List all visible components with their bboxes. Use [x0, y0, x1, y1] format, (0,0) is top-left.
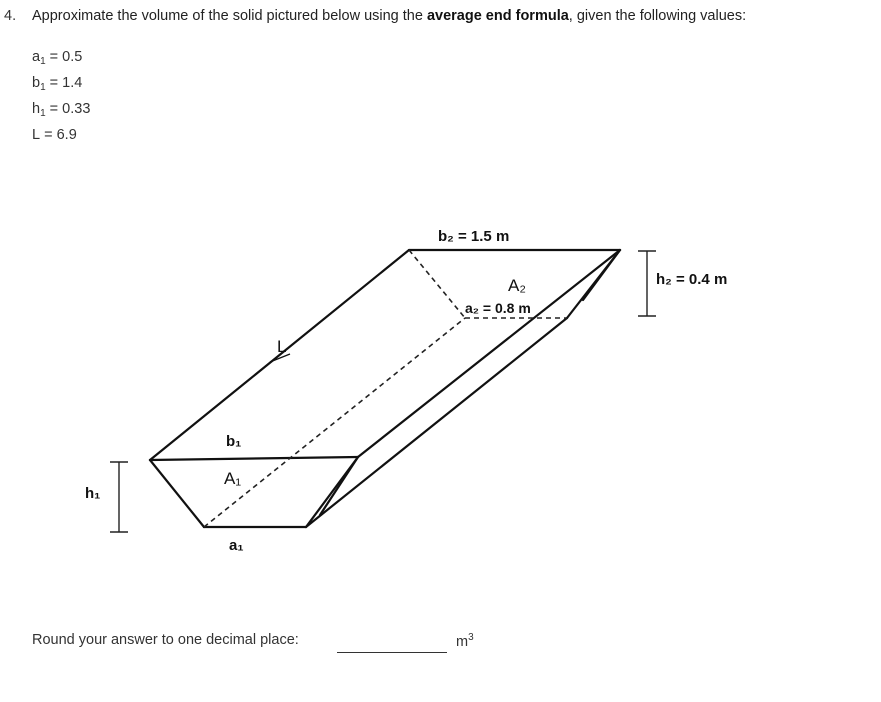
A1-label: A₁	[224, 469, 242, 488]
edge-top-right	[358, 250, 620, 457]
answer-prompt: Round your answer to one decimal place:	[32, 632, 299, 648]
given-a1: $a_1 = 0.5$	[32, 49, 83, 67]
A2-label: A₂	[508, 276, 526, 295]
b2-label: b₂ = 1.5 m	[438, 228, 510, 245]
question-number: 4.	[4, 8, 17, 24]
hidden-edge-diagonal	[204, 318, 465, 527]
h2-label: h₂ = 0.4 m	[656, 271, 728, 288]
hidden-edge-end2-left	[409, 250, 465, 318]
edge-end1-left	[150, 460, 204, 527]
h2-bracket	[638, 251, 656, 316]
given-h1: $h_1 = 0.33$	[32, 101, 91, 119]
given-values	[32, 44, 90, 148]
given-L: L = 6.9	[32, 127, 77, 143]
edge-b1	[150, 457, 358, 460]
answer-unit: $m^3$	[456, 632, 474, 650]
edge-bottom-right	[306, 318, 567, 527]
question-bold-term: average end formula	[426, 8, 569, 24]
question-text-start: Approximate the volume of the solid pictured below using the	[32, 8, 427, 24]
h1-bracket	[110, 462, 128, 532]
b1-label: b₁	[226, 433, 242, 450]
edge-end1-inner	[320, 457, 358, 515]
h1-label: h₁	[85, 485, 101, 502]
L-label: L	[277, 337, 287, 356]
solid-figure	[0, 200, 881, 560]
a1-label: a₁	[229, 537, 244, 554]
given-b1: $b_1 = 1.4$	[32, 75, 83, 93]
question-text-end: , given the following values:	[568, 8, 747, 24]
a2-label: a₂ = 0.8 m	[465, 300, 531, 316]
answer-input[interactable]	[337, 632, 447, 653]
question-text	[4, 8, 746, 24]
